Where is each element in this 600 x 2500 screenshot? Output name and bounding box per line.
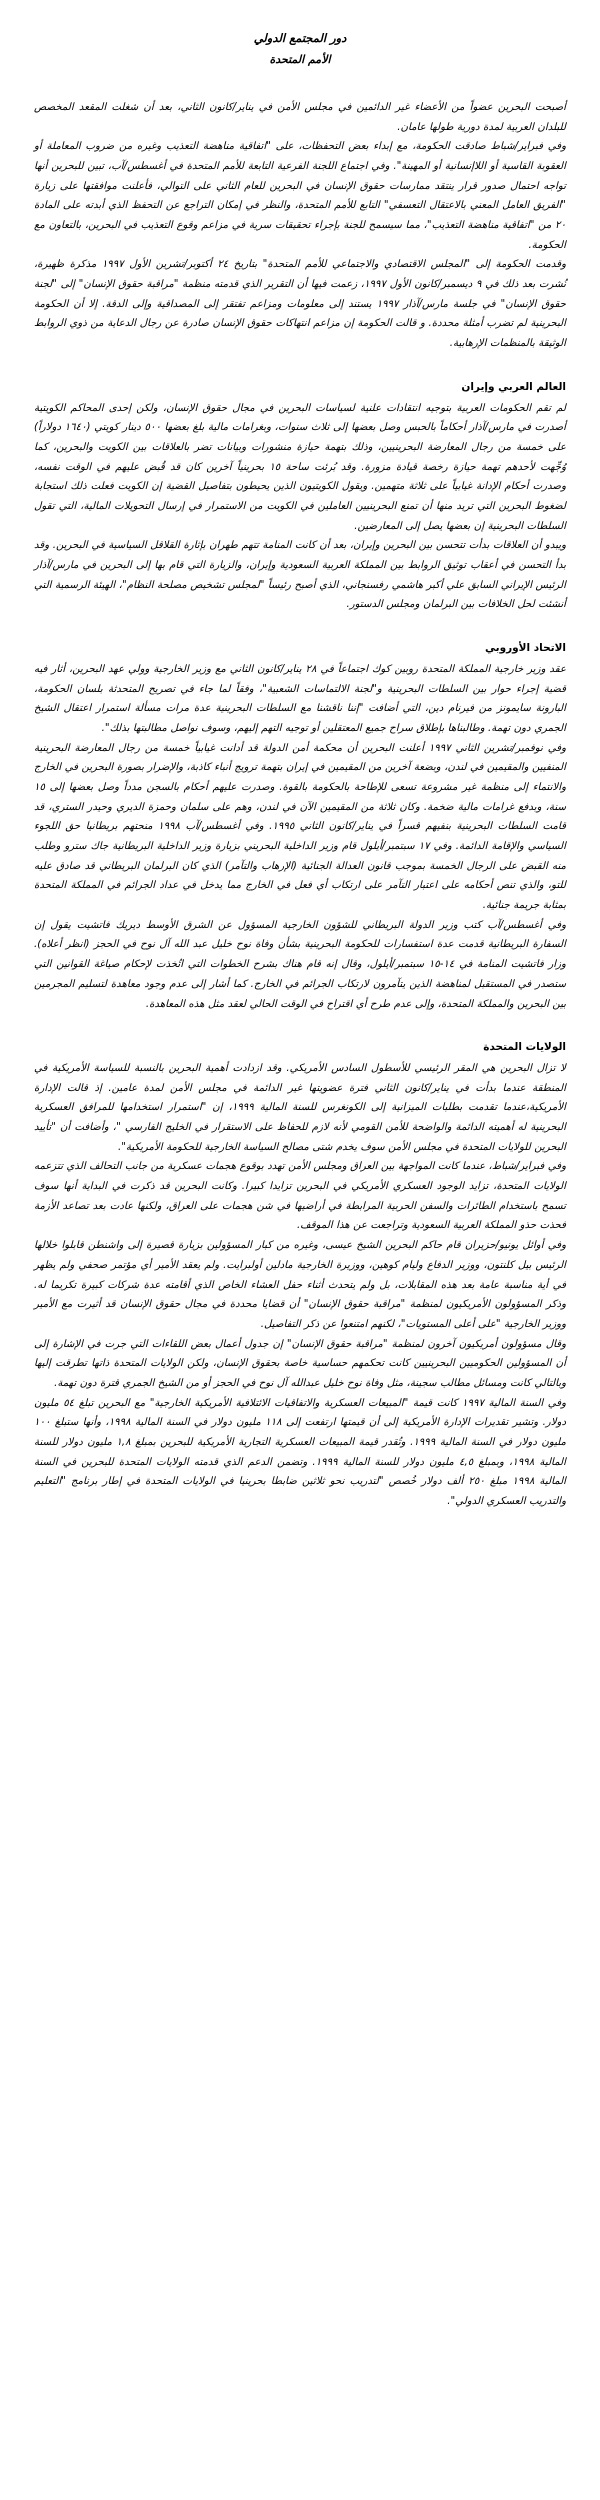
paragraph: وفي فبراير/شباط صادقت الحكومة، مع إبداء بعض التحفظات، على "اتفاقية مناهضة التعذيب وغيره من ضروب المعاملة أو العقوبة القاسية أو اللاإنسانية أو المهينة". وفي اجتماع اللجنة الفرعية التابعة للأمم المتحدة في أغسطس/آب، تبين للبحرين أنها تواجه احتمال صدور قرار ينتقد ممارسات حقوق الإنسان في البحرين للعام الثاني على التوالي، فأعلنت موافقتها على زيارة "الفريق العامل المعني بالاعتقال التعسفي" التابع للأمم المتحدة، والنظر في إمكان التراجع عن التحفظ الذي أبدته على المادة ٢٠ من "اتفاقية مناهضة التعذيب"، مما سيسمح للجنة بإجراء تحقيقات سرية في مزاعم وقوع التعذيب في البحرين، بالتعاون مع الحكومة. xyxy=(34,141,566,251)
section-united-states xyxy=(34,1040,566,1512)
section-united-nations xyxy=(34,98,566,354)
paragraph: وفي السنة المالية ١٩٩٧ كانت قيمة "المبيعات العسكرية والاتفاقيات الائتلافية الأمريكية الخارجية" مع البحرين تبلغ ٥٤ مليون دولار. وتشير تقديرات الإدارة الأمريكية إلى أن قيمتها ارتفعت إلى ١١٨ مليون دولار في السنة المالية ١٩٩٨، وأنها ستبلغ ١٠٠ مليون دولار في السنة المالية ١٩٩٩. وتُقدر قيمة المبيعات العسكرية التجارية الأمريكية للبحرين بمبلغ ١,٨ مليون دولار للسنة المالية ١٩٩٨، وبمبلغ ٤,٥ مليون دولار للسنة المالية ١٩٩٩. وتضمن الدعم الذي قدمته الولايات المتحدة للبحرين في السنة المالية ١٩٩٨ مبلغ ٢٥٠ ألف دولار خُصص "لتدريب نحو ثلاثين ضابطا بحرينيا في الولايات المتحدة في إطار برنامج "التعليم والتدريب العسكري الدولي". xyxy=(34,1397,567,1508)
paragraph: لا تزال البحرين هي المقر الرئيسي للأسطول السادس الأمريكي. وقد ازدادت أهمية البحرين بالنسبة للسياسة الأمريكية في المنطقة عندما بدأت في يناير/كانون الثاني فترة عضويتها غير الدائمة في مجلس الأمن لمدة عامين. إذ قالت الإدارة الأمريكية،عندما تقدمت بطلبات الميزانية إلى الكونغرس للسنة المالية ١٩٩٩، إن "استمرار استخدامها للمرافق العسكرية البحرينية له أهميته الدائمة والواضحة للأمن القومي لأنه لازم للحفاظ على الاستقرار في الخليج الفارسي "، وأضافت أن "تأييد البحرين للولايات المتحدة في مجلس الأمن سوف يخدم شتى مصالح السياسة الخارجية للحكومة الأمريكية". xyxy=(34,1062,566,1153)
paragraph: وقدمت الحكومة إلى "المجلس الاقتصادي والاجتماعي للأمم المتحدة" بتاريخ ٢٤ أكتوبر/تشرين الأول ١٩٩٧ مذكرة ظهيرة، نُشرت بعد ذلك في ٩ ديسمبر/كانون الأول ١٩٩٧، زعمت فيها أن التقرير الذي قدمته منظمة "مراقبة حقوق الإنسان" إلى "لجنة حقوق الإنسان" في جلسة مارس/آذار ١٩٩٧ يستند إلى معلومات ومزاعم تفتقر إلى المصداقية وإلى الدقة. إلا أن الحكومة البحرينية لم تضرب أمثلة محددة. و قالت الحكومة إن مزاعم انتهاكات حقوق الإنسان صادرة عن رجال الدعاية من ذوي الروابط الوثيقة بالمنظمات الإرهابية. xyxy=(34,259,566,350)
paragraph: وفي نوفمبر/تشرين الثاني ١٩٩٧ أعلنت البحرين أن محكمة أمن الدولة قد أدانت غيابياً خمسة من رجال المعارضة البحرينية المنفيين والمقيمين في لندن، وبضعة آخرين من المقيمين في إيران بتهمة ترويج أنباء كاذبة، والإضرار بصورة البحرين في الخارج والانتماء إلى منظمة غير مشروعة تسعى للإطاحة بالحكومة بالقوة. وصدرت عليهم أحكام بالسجن مدداً وصل بعضها إلى ١٥ سنة، وبدفع غرامات مالية ضخمة. وكان ثلاثة من المقيمين الآن في لندن، وهم على سلمان وحمزة الديري وحيدر الستري، قد قامت السلطات البحرينية بنفيهم قسراً في يناير/كانون الثاني ١٩٩٥. وفي أغسطس/آب ١٩٩٨ منحتهم بريطانيا حق اللجوء السياسي والإقامة الدائمة. وفي ١٧ سبتمبر/أيلول قام وزير الداخلية البحريني بزيارة وزير الداخلية البريطانية جاك سترو وطلب منه القبض على الرجال الخمسة بموجب قانون العدالة الجنائية (الإرهاب والتآمر) الذي كان البرلمان البريطاني قد صادق عليه للتو، والذي تنص أحكامه على اعتبار التآمر على ارتكاب أي فعل في الخارج مما يدخل في عداد الجرائم في المملكة المتحدة بمثابة جريمة جنائية. xyxy=(34,742,566,912)
section-heading: الولايات المتحدة xyxy=(483,1041,566,1054)
section-spacer xyxy=(34,615,566,641)
paragraph: وفي فبراير/شباط، عندما كانت المواجهة بين العراق ومجلس الأمن تهدد بوقوع هجمات عسكرية من جانب التحالف الذي تتزعمه الولايات المتحدة، تزايد الوجود العسكري الأمريكي في البحرين تزايدا كبيرا. وكانت البحرين قد ذكرت في البداية أنها سوف تسمح باستخدام الطائرات والسفن الحربية المرابطة في أراضيها في شن هجمات على العراق، ولكنها عادت بعد تصاعد الأزمة فحذت حذو المملكة العربية السعودية وتراجعت عن هذا الموقف. xyxy=(34,1161,566,1232)
section-spacer xyxy=(34,354,566,380)
paragraph: لم تقم الحكومات العربية بتوجيه انتقادات علنية لسياسات البحرين في مجال حقوق الإنسان، ولكن إحدى المحاكم الكويتية أصدرت في مارس/آذار أحكاماً بالحبس وصل بعضها إلى ثلاث سنوات، وبغرامات مالية بلغ بعضها ٥٠٠ دينار كويتي (١٦٤٠ دولاراً) على خمسة من رجال المعارضة البحرينيين، وذلك بتهمة حيازة منشورات وبيانات تضر بالعلاقات بين الكويت والبحرين، كما وُجِّهت لأحدهم تهمة حيازة رخصة قيادة مزورة. وقد بُرئت ساحة ١٥ بحرينياً آخرين كان قد قُبض عليهم في الوقت نفسه، وصدرت أحكام الإدانة غيابياً على ثلاثة متهمين. ويقول الكويتيون الذين يحيطون بتفاصيل القضية إن الكويت فعلت ذلك استجابة لضغوط البحرين التي تريد منها أن تمنع البحرينيين العاملين في الكويت من الاستمرار في إرسال التحويلات المالية، التي تقول السلطات البحرينية إن بعضها يصل إلى المعارضين. xyxy=(34,402,566,532)
paragraph: عقد وزير خارجية المملكة المتحدة روبين كوك اجتماعاً في ٢٨ يناير/كانون الثاني مع وزير الخارجية وولي عهد البحرين، أثار فيه قضية إجراء حوار بين السلطات البحرينية و"لجنة الالتماسات الشعبية"، وفقاً لما جاء في تصريح المتحدثة بلسان الحكومة، البارونة سايمونز من فيرنام دين، التي أضافت "إننا ناقشنا مع السلطات البحرينية عدة مرات مسألة استمرار اعتقال الشيخ الجمري دون تهمة. وطالبناها بإطلاق سراح جميع المعتقلين أو توجيه التهم إليهم، وسوف نواصل مطالبتها بذلك". xyxy=(34,663,567,734)
paragraph: أصبحت البحرين عضواً من الأعضاء غير الدائمين في مجلس الأمن في يناير/كانون الثاني، بعد أن شغلت المقعد المخصص للبلدان العربية لمدة دورية طولها عامان. xyxy=(34,101,566,133)
title-spacer xyxy=(34,68,566,98)
section-heading: الاتحاد الأوروبي xyxy=(485,642,566,655)
section-heading: العالم العربي وإيران xyxy=(461,380,566,393)
section-european-union xyxy=(34,641,566,1014)
paragraph: وفي أوائل يونيو/حزيران قام حاكم البحرين الشيخ عيسى، وغيره من كبار المسؤولين بزيارة قصيرة إلى واشنطن قابلوا خلالها الرئيس بيل كلنتون، ووزير الدفاع وليام كوهين، ووزيرة الخارجية مادلين أولبرايت. ولم يعقد الأمير أي مؤتمر صحفي ولم يظهر في أية مناسبة عامة بعد هذه المقابلات، بل ولم يتحدث أثناء حفل العشاء الخاص الذي أقامته عدة شركات كبيرة تكريما له. وذكر المسؤولون الأمريكيون لمنظمة "مراقبة حقوق الإنسان" أن قضايا محددة في مجال حقوق الإنسان قد أثيرت مع الأمير ووزير الخارجية "على أعلى المستويات"، لكنهم امتنعوا عن ذكر التفاصيل. xyxy=(34,1240,566,1330)
page-subtitle: الأمم المتحدة xyxy=(269,52,331,66)
paragraph: ويبدو أن العلاقات بدأت تتحسن بين البحرين وإيران، بعد أن كانت المنامة تتهم طهران بإثارة القلاقل السياسية في البحرين. وقد بدأ التحسن في أعقاب توثيق الروابط بين المملكة العربية السعودية وإيران، والزيارة التي قام بها إلى البحرين في مارس/آذار الرئيس الإيراني السابق علي أكبر هاشمي رفسنجاني، الذي أصبح رئيساً "لمجلس تشخيص مصلحة النظام"، الهيئة الرسمية التي أنشئت لحل الخلافات بين البرلمان ومجلس الدستور. xyxy=(34,540,566,611)
section-arab-world-and-iran xyxy=(34,380,566,615)
paragraph: وقال مسؤولون أمريكيون آخرون لمنظمة "مراقبة حقوق الإنسان" إن جدول أعمال بعض اللقاءات التي جرت في الإشارة إلى أن المسؤولين الحكوميين البحرينيين كانت تحكمهم حساسية خاصة بحقوق الإنسان، ولكن الولايات المتحدة ذاتها تطرقت إليها وبالتالي كانت ومسائل مطالب سجينة، مثل وفاة نوح خليل عبدالله آل نوح في الحجز أو من الشيخ الجمري قترة دون تهمة. xyxy=(34,1338,566,1389)
section-spacer xyxy=(34,1014,566,1040)
paragraph: وفي أغسطس/آب كتب وزير الدولة البريطاني للشؤون الخارجية المسؤول عن الشرق الأوسط ديريك فاتشيت يقول إن السفارة البريطانية قدمت عدة استفسارات للحكومة البحرينية بشأن وفاة نوح خليل عبد الله آل نوح في الحجز (انظر أعلاه). وزار فاتشيت المنامة في ١٤-١٥ سبتمبر/أيلول، وقال إنه قام هناك بشرح الخطوات التي اتُخذت لإحكام صياغة القوانين التي ستصدر في المستقبل لمناهضة الذين يتآمرون لارتكاب الجرائم في الخارج. كما أشار إلى عدم وجود معاهدة لتسليم المجرمين بين البحرين والمملكة المتحدة، وإلى عدم طرح أي اقتراح في الوقت الحالي لعقد مثل هذه المعاهدة. xyxy=(34,919,566,1010)
page-title: دور المجتمع الدولي xyxy=(253,31,347,45)
